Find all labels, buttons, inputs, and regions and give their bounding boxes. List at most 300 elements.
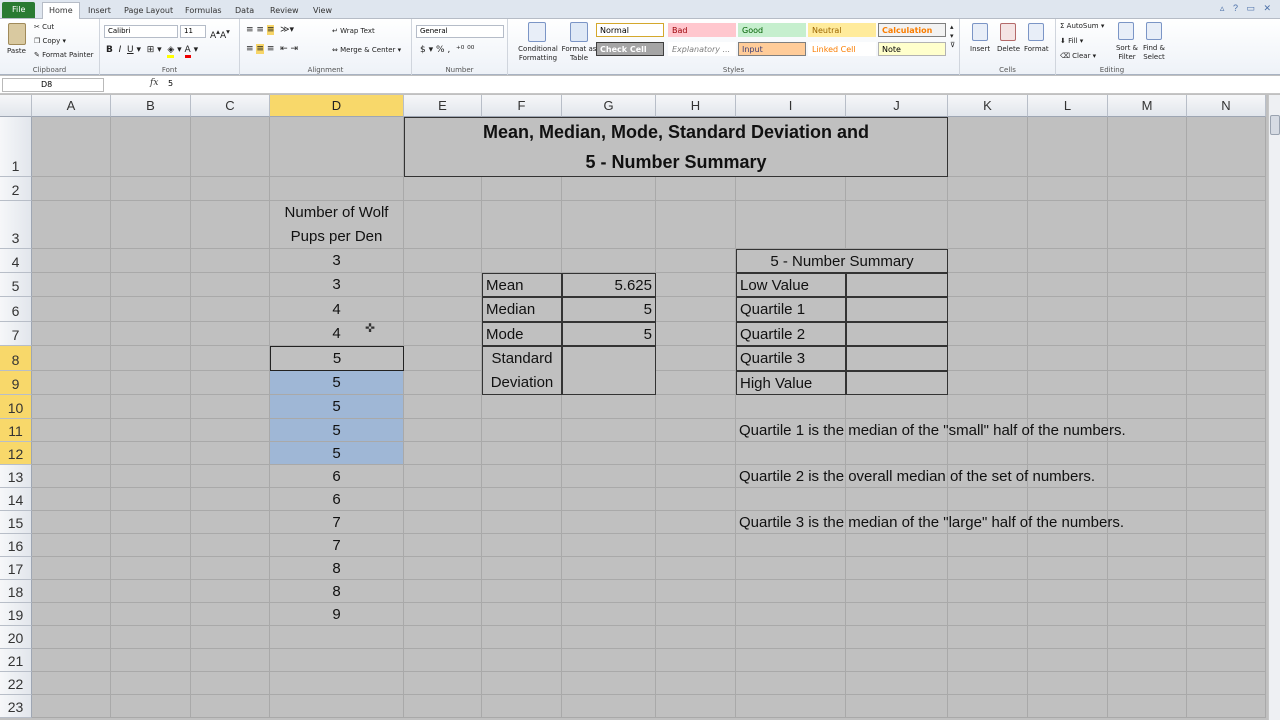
summary-value[interactable] xyxy=(846,371,948,395)
number-format-icons[interactable]: $ ▾ % ‚ ⁺⁰ ⁰⁰ xyxy=(420,45,475,55)
cell[interactable] xyxy=(32,557,111,580)
cell[interactable] xyxy=(32,273,111,297)
cell[interactable] xyxy=(32,249,111,273)
font-name-select[interactable]: Calibri xyxy=(104,25,178,38)
cell[interactable] xyxy=(562,557,656,580)
copy-button[interactable]: ❐ Copy ▾ xyxy=(34,37,67,45)
cell[interactable] xyxy=(191,117,270,177)
cell[interactable] xyxy=(111,442,191,465)
cell[interactable] xyxy=(404,626,482,649)
cell-style-6[interactable]: Explanatory ... xyxy=(668,42,736,56)
cell[interactable] xyxy=(1108,672,1187,695)
cell[interactable] xyxy=(191,580,270,603)
cell[interactable] xyxy=(656,249,736,273)
cell[interactable] xyxy=(1187,273,1266,297)
cell-style-5[interactable]: Check Cell xyxy=(596,42,664,56)
cell[interactable] xyxy=(32,488,111,511)
summary-value[interactable] xyxy=(846,346,948,371)
row-header-16[interactable]: 16 xyxy=(0,534,32,557)
cell[interactable] xyxy=(32,672,111,695)
tab-review[interactable]: Review xyxy=(270,6,299,15)
cell[interactable] xyxy=(562,442,656,465)
cell[interactable] xyxy=(656,672,736,695)
cell[interactable] xyxy=(1028,603,1108,626)
cell[interactable] xyxy=(1187,488,1266,511)
cell[interactable] xyxy=(482,511,562,534)
cell[interactable] xyxy=(404,672,482,695)
pups-value-cell[interactable]: 6 xyxy=(270,465,404,488)
column-header-h[interactable]: H xyxy=(656,95,736,117)
paste-icon[interactable] xyxy=(8,23,26,45)
cell[interactable] xyxy=(32,177,111,201)
row-header-18[interactable]: 18 xyxy=(0,580,32,603)
cell[interactable] xyxy=(111,649,191,672)
cell[interactable] xyxy=(562,201,656,249)
cell-style-4[interactable]: Calculation xyxy=(878,23,946,37)
cell[interactable] xyxy=(32,580,111,603)
cell[interactable] xyxy=(948,177,1028,201)
column-header-m[interactable]: M xyxy=(1108,95,1187,117)
cell[interactable] xyxy=(736,580,846,603)
cell[interactable] xyxy=(32,695,111,718)
cell[interactable] xyxy=(191,297,270,322)
cell[interactable] xyxy=(270,177,404,201)
format-table-icon[interactable] xyxy=(570,22,588,42)
cell[interactable] xyxy=(948,580,1028,603)
row-header-9[interactable]: 9 xyxy=(0,371,32,395)
select-all-corner[interactable] xyxy=(0,95,32,117)
cell[interactable] xyxy=(111,201,191,249)
cell[interactable] xyxy=(191,511,270,534)
cell[interactable] xyxy=(1108,177,1187,201)
cell[interactable] xyxy=(948,649,1028,672)
cell[interactable] xyxy=(736,557,846,580)
cell[interactable] xyxy=(736,488,846,511)
column-header-k[interactable]: K xyxy=(948,95,1028,117)
row-header-11[interactable]: 11 xyxy=(0,419,32,442)
cell[interactable] xyxy=(1028,557,1108,580)
summary-value[interactable] xyxy=(846,297,948,322)
cell[interactable] xyxy=(948,672,1028,695)
cell[interactable] xyxy=(270,672,404,695)
cell[interactable] xyxy=(191,557,270,580)
cell[interactable] xyxy=(1108,297,1187,322)
pups-value-cell[interactable]: 5 xyxy=(270,419,404,442)
row-header-15[interactable]: 15 xyxy=(0,511,32,534)
cell[interactable] xyxy=(1028,201,1108,249)
cell[interactable] xyxy=(111,603,191,626)
border-icon[interactable]: ⊞ xyxy=(146,45,155,55)
font-style-buttons[interactable]: B I U ▾ ⊞ ▾ ◈ ▾ A ▾ xyxy=(106,46,198,55)
cell[interactable] xyxy=(1028,322,1108,346)
cell[interactable] xyxy=(1108,534,1187,557)
cell[interactable] xyxy=(736,177,846,201)
cell[interactable] xyxy=(656,419,736,442)
pups-value-cell[interactable]: 4 xyxy=(270,297,404,322)
cell[interactable] xyxy=(1187,322,1266,346)
cell[interactable] xyxy=(1187,603,1266,626)
delete-cells-icon[interactable] xyxy=(1000,23,1016,41)
cell[interactable] xyxy=(1187,649,1266,672)
autosum-button[interactable]: Σ AutoSum ▾ xyxy=(1060,22,1105,30)
cell[interactable] xyxy=(1108,488,1187,511)
cell[interactable] xyxy=(1187,117,1266,177)
align-center-icon[interactable]: ≡ ≡ ≡ ⇤ ⇥ xyxy=(246,44,299,54)
cell[interactable] xyxy=(846,534,948,557)
row-header-8[interactable]: 8 xyxy=(0,346,32,371)
cell[interactable] xyxy=(32,649,111,672)
pups-value-cell[interactable]: 4 xyxy=(270,322,404,346)
row-header-1[interactable]: 1 xyxy=(0,117,32,177)
row-header-5[interactable]: 5 xyxy=(0,273,32,297)
cell[interactable] xyxy=(1108,322,1187,346)
cell[interactable] xyxy=(1028,117,1108,177)
tab-insert[interactable]: Insert xyxy=(88,6,111,15)
fill-button[interactable]: ⬇ Fill ▾ xyxy=(1060,37,1084,45)
cell[interactable] xyxy=(404,511,482,534)
column-header-d[interactable]: D xyxy=(270,95,404,117)
insert-function-icon[interactable]: fx xyxy=(150,78,159,88)
cell[interactable] xyxy=(948,603,1028,626)
cell[interactable] xyxy=(32,442,111,465)
font-size-select[interactable]: 11 xyxy=(180,25,206,38)
column-header-j[interactable]: J xyxy=(846,95,948,117)
cell[interactable] xyxy=(1187,249,1266,273)
cell[interactable] xyxy=(32,534,111,557)
summary-value[interactable] xyxy=(846,322,948,346)
cell[interactable] xyxy=(656,580,736,603)
quartile-note[interactable]: Quartile 3 is the median of the "large" half of the numbers. xyxy=(739,514,1125,531)
pups-value-cell[interactable]: 8 xyxy=(270,557,404,580)
cell[interactable] xyxy=(32,201,111,249)
row-header-2[interactable]: 2 xyxy=(0,177,32,201)
cell[interactable] xyxy=(562,488,656,511)
cell[interactable] xyxy=(656,603,736,626)
row-header-19[interactable]: 19 xyxy=(0,603,32,626)
cell[interactable] xyxy=(948,297,1028,322)
pups-value-cell[interactable]: 6 xyxy=(270,488,404,511)
cell[interactable] xyxy=(482,603,562,626)
cell[interactable] xyxy=(1028,177,1108,201)
cell[interactable] xyxy=(191,488,270,511)
cell[interactable] xyxy=(1028,488,1108,511)
cell[interactable] xyxy=(948,695,1028,718)
cell[interactable] xyxy=(32,371,111,395)
cell[interactable] xyxy=(736,395,846,419)
quartile-note[interactable]: Quartile 2 is the overall median of the set of numbers. xyxy=(739,468,1096,485)
cell[interactable] xyxy=(948,395,1028,419)
cell[interactable] xyxy=(736,672,846,695)
cell[interactable] xyxy=(1108,117,1187,177)
cell[interactable] xyxy=(404,695,482,718)
bold-icon[interactable]: B xyxy=(106,45,113,55)
cell[interactable] xyxy=(736,649,846,672)
sort-filter-button[interactable]: Sort & Filter xyxy=(1115,44,1139,61)
cell[interactable] xyxy=(656,511,736,534)
cell[interactable] xyxy=(948,249,1028,273)
format-cells-icon[interactable] xyxy=(1028,23,1044,41)
cell-style-2[interactable]: Good xyxy=(738,23,806,37)
cell[interactable] xyxy=(404,346,482,371)
scroll-thumb[interactable] xyxy=(1270,115,1280,135)
cell[interactable] xyxy=(1028,672,1108,695)
number-format-select[interactable]: General xyxy=(416,25,504,38)
column-header-l[interactable]: L xyxy=(1028,95,1108,117)
cell-style-7[interactable]: Input xyxy=(738,42,806,56)
cell[interactable] xyxy=(846,580,948,603)
cell[interactable] xyxy=(404,201,482,249)
stat-value-mean[interactable]: 5.625 xyxy=(562,273,656,297)
cell[interactable] xyxy=(1108,557,1187,580)
cell[interactable] xyxy=(656,488,736,511)
stat-value-sd[interactable] xyxy=(562,346,656,395)
column-header-e[interactable]: E xyxy=(404,95,482,117)
cell-style-8[interactable]: Linked Cell xyxy=(808,42,876,56)
cell[interactable] xyxy=(1108,442,1187,465)
cell[interactable] xyxy=(191,649,270,672)
cell[interactable] xyxy=(1187,371,1266,395)
conditional-formatting-button[interactable]: Conditional Formatting xyxy=(518,45,558,62)
wrap-text-button[interactable] xyxy=(332,27,375,36)
cell[interactable] xyxy=(736,695,846,718)
cell[interactable] xyxy=(270,649,404,672)
cell[interactable] xyxy=(846,395,948,419)
cell[interactable] xyxy=(111,695,191,718)
cell[interactable] xyxy=(1187,346,1266,371)
cell[interactable] xyxy=(111,465,191,488)
tab-file[interactable]: File xyxy=(2,2,35,18)
cell[interactable] xyxy=(32,465,111,488)
cell[interactable] xyxy=(1187,395,1266,419)
cell[interactable] xyxy=(111,177,191,201)
cell[interactable] xyxy=(270,695,404,718)
cell[interactable] xyxy=(656,371,736,395)
cell[interactable] xyxy=(562,511,656,534)
cell[interactable] xyxy=(32,419,111,442)
cell[interactable] xyxy=(656,557,736,580)
conditional-formatting-icon[interactable] xyxy=(528,22,546,42)
cell[interactable] xyxy=(191,201,270,249)
cell[interactable] xyxy=(482,557,562,580)
binoculars-icon[interactable] xyxy=(1146,22,1162,40)
cell[interactable] xyxy=(656,177,736,201)
cell[interactable] xyxy=(656,649,736,672)
column-header-c[interactable]: C xyxy=(191,95,270,117)
cell[interactable] xyxy=(1108,371,1187,395)
fill-color-icon[interactable]: ◈ xyxy=(167,45,174,58)
sheet-title[interactable] xyxy=(404,117,948,177)
cell[interactable] xyxy=(948,117,1028,177)
cell[interactable] xyxy=(32,626,111,649)
cell[interactable] xyxy=(404,371,482,395)
cell[interactable] xyxy=(1028,249,1108,273)
row-header-3[interactable]: 3 xyxy=(0,201,32,249)
cell[interactable] xyxy=(656,273,736,297)
cell[interactable] xyxy=(1028,273,1108,297)
cell[interactable] xyxy=(846,201,948,249)
cell[interactable] xyxy=(404,419,482,442)
cell[interactable] xyxy=(846,672,948,695)
cell[interactable] xyxy=(191,534,270,557)
cell[interactable] xyxy=(1187,442,1266,465)
pups-value-cell[interactable]: 7 xyxy=(270,534,404,557)
cut-button[interactable] xyxy=(34,23,54,32)
cell[interactable] xyxy=(191,371,270,395)
cell[interactable] xyxy=(32,297,111,322)
cell[interactable] xyxy=(111,297,191,322)
cell[interactable] xyxy=(191,603,270,626)
cell[interactable] xyxy=(404,649,482,672)
cell[interactable] xyxy=(191,626,270,649)
cell[interactable] xyxy=(111,511,191,534)
cell[interactable] xyxy=(1028,346,1108,371)
cell[interactable] xyxy=(482,672,562,695)
cell[interactable] xyxy=(1187,672,1266,695)
cell[interactable] xyxy=(404,465,482,488)
cell[interactable] xyxy=(404,395,482,419)
cell[interactable] xyxy=(111,672,191,695)
pups-value-cell[interactable]: 5 xyxy=(270,442,404,465)
insert-cells-button[interactable]: Insert xyxy=(970,45,991,53)
row-header-4[interactable]: 4 xyxy=(0,249,32,273)
tab-home[interactable]: Home xyxy=(42,2,80,20)
cell[interactable] xyxy=(32,322,111,346)
cell[interactable] xyxy=(404,442,482,465)
cell[interactable] xyxy=(1108,201,1187,249)
cell[interactable] xyxy=(656,297,736,322)
cell[interactable] xyxy=(846,442,948,465)
worksheet-grid[interactable] xyxy=(0,95,1268,720)
cell[interactable] xyxy=(736,626,846,649)
row-header-10[interactable]: 10 xyxy=(0,395,32,419)
row-header-12[interactable]: 12 xyxy=(0,442,32,465)
pups-value-cell[interactable]: 5 xyxy=(270,371,404,395)
cell[interactable] xyxy=(656,695,736,718)
cell[interactable] xyxy=(1108,249,1187,273)
pups-value-cell[interactable]: 5 xyxy=(270,395,404,419)
underline-icon[interactable]: U xyxy=(127,45,134,55)
cell[interactable] xyxy=(1028,297,1108,322)
cell[interactable] xyxy=(191,672,270,695)
cell[interactable] xyxy=(1028,580,1108,603)
cell[interactable] xyxy=(1108,346,1187,371)
tab-formulas[interactable]: Formulas xyxy=(185,6,222,15)
quartile-note[interactable]: Quartile 1 is the median of the "small" half of the numbers. xyxy=(739,422,1126,439)
pups-value-cell[interactable]: 9 xyxy=(270,603,404,626)
column-header-n[interactable]: N xyxy=(1187,95,1266,117)
cell[interactable] xyxy=(1108,395,1187,419)
cell[interactable] xyxy=(482,534,562,557)
cell[interactable] xyxy=(191,695,270,718)
stat-value-median[interactable]: 5 xyxy=(562,297,656,322)
name-box[interactable]: D8 xyxy=(2,78,104,92)
cell[interactable] xyxy=(562,534,656,557)
cell[interactable] xyxy=(404,273,482,297)
cell[interactable] xyxy=(846,626,948,649)
cell[interactable] xyxy=(1108,273,1187,297)
cell[interactable] xyxy=(111,488,191,511)
cell[interactable] xyxy=(948,346,1028,371)
cell[interactable] xyxy=(656,322,736,346)
column-header-a[interactable]: A xyxy=(32,95,111,117)
merge-center-button[interactable]: ⇔ Merge & Center ▾ xyxy=(332,46,402,54)
cell-style-1[interactable]: Bad xyxy=(668,23,736,37)
cell[interactable] xyxy=(482,201,562,249)
cell[interactable] xyxy=(270,117,404,177)
cell[interactable] xyxy=(270,626,404,649)
column-header-b[interactable]: B xyxy=(111,95,191,117)
cell[interactable] xyxy=(404,557,482,580)
pups-value-cell[interactable]: 8 xyxy=(270,580,404,603)
cell[interactable] xyxy=(948,557,1028,580)
cell[interactable] xyxy=(32,117,111,177)
cell[interactable] xyxy=(191,322,270,346)
cell[interactable] xyxy=(656,465,736,488)
cell[interactable] xyxy=(191,177,270,201)
row-header-6[interactable]: 6 xyxy=(0,297,32,322)
cell[interactable] xyxy=(482,442,562,465)
row-header-17[interactable]: 17 xyxy=(0,557,32,580)
row-header-20[interactable]: 20 xyxy=(0,626,32,649)
column-header-f[interactable]: F xyxy=(482,95,562,117)
cell[interactable] xyxy=(948,273,1028,297)
cell[interactable] xyxy=(1028,534,1108,557)
tab-page-layout[interactable]: Page Layout xyxy=(124,6,174,15)
cell[interactable] xyxy=(111,534,191,557)
cell[interactable] xyxy=(111,117,191,177)
cell[interactable] xyxy=(656,534,736,557)
cell[interactable] xyxy=(562,626,656,649)
cell-style-0[interactable]: Normal xyxy=(596,23,664,37)
cell[interactable] xyxy=(656,626,736,649)
cell[interactable] xyxy=(948,626,1028,649)
cell[interactable] xyxy=(191,273,270,297)
cell[interactable] xyxy=(111,626,191,649)
cell[interactable] xyxy=(111,580,191,603)
cell[interactable] xyxy=(656,346,736,371)
cell[interactable] xyxy=(482,395,562,419)
italic-icon[interactable]: I xyxy=(118,45,122,55)
cell[interactable] xyxy=(482,177,562,201)
cell[interactable] xyxy=(482,465,562,488)
cell[interactable] xyxy=(482,695,562,718)
cell[interactable] xyxy=(656,201,736,249)
cell[interactable] xyxy=(404,580,482,603)
row-header-7[interactable]: 7 xyxy=(0,322,32,346)
row-header-23[interactable]: 23 xyxy=(0,695,32,718)
cell[interactable] xyxy=(404,249,482,273)
cell-style-3[interactable]: Neutral xyxy=(808,23,876,37)
cell[interactable] xyxy=(482,488,562,511)
row-header-22[interactable]: 22 xyxy=(0,672,32,695)
cell[interactable] xyxy=(656,395,736,419)
cell[interactable] xyxy=(111,557,191,580)
cell[interactable] xyxy=(736,442,846,465)
cell[interactable] xyxy=(1187,580,1266,603)
cell[interactable] xyxy=(404,534,482,557)
tab-data[interactable]: Data xyxy=(235,6,255,15)
cell[interactable] xyxy=(1187,201,1266,249)
row-header-13[interactable]: 13 xyxy=(0,465,32,488)
cell[interactable] xyxy=(562,580,656,603)
cell[interactable] xyxy=(562,395,656,419)
cell[interactable] xyxy=(1028,442,1108,465)
cell[interactable] xyxy=(562,672,656,695)
cell[interactable] xyxy=(562,695,656,718)
cell[interactable] xyxy=(948,488,1028,511)
cell[interactable] xyxy=(656,442,736,465)
paste-button[interactable]: Paste xyxy=(7,47,26,55)
